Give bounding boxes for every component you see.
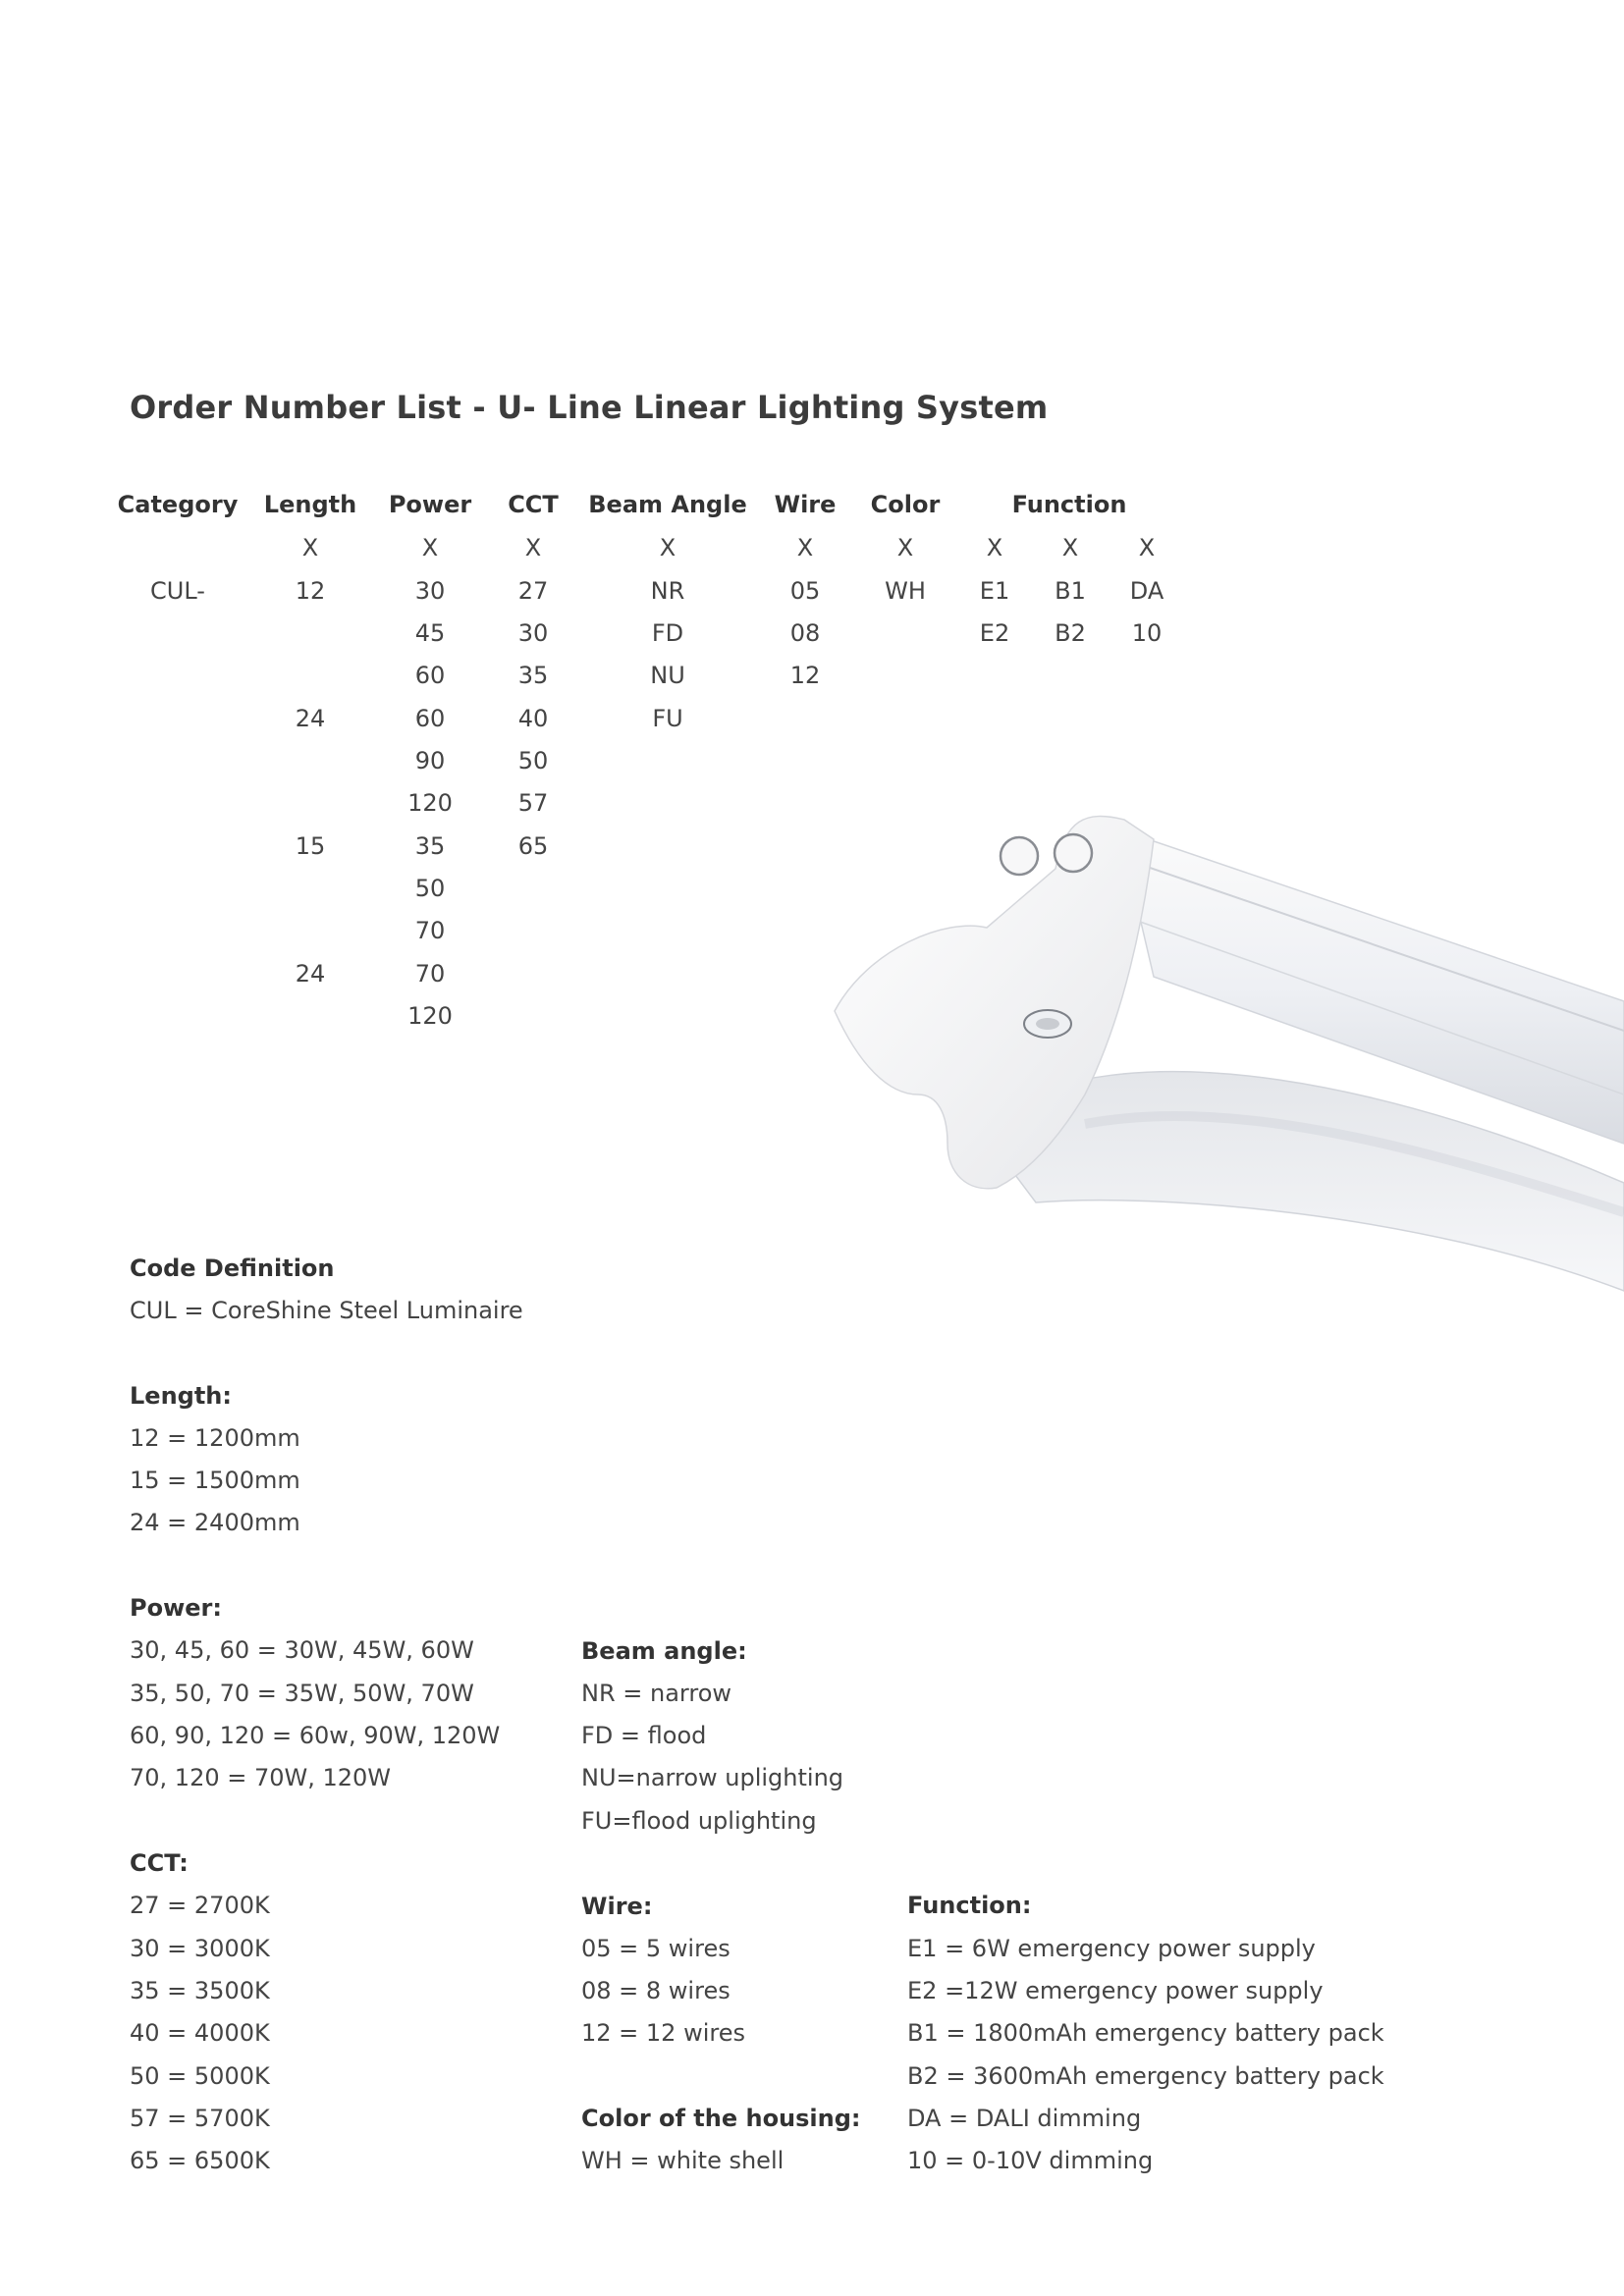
cell-category: CUL-: [150, 577, 205, 605]
cell-wire: 08: [789, 619, 821, 647]
length-heading: Length:: [130, 1382, 232, 1410]
cell-function: 10: [1131, 619, 1163, 647]
beam-angle-line: FD = flood: [581, 1722, 707, 1749]
header-power: Power: [388, 491, 472, 518]
cell-power: 70: [414, 960, 446, 988]
color-housing-heading: Color of the housing:: [581, 2105, 861, 2132]
cell-cct: 30: [517, 619, 549, 647]
power-line: 30, 45, 60 = 30W, 45W, 60W: [130, 1636, 474, 1664]
cell-power: 50: [414, 875, 446, 902]
cell-function: B1: [1055, 577, 1086, 605]
cell-color: WH: [885, 577, 926, 605]
beam-angle-line: NR = narrow: [581, 1680, 732, 1707]
cell-cct: 40: [517, 705, 549, 732]
header-beam-angle: Beam Angle: [588, 491, 747, 518]
x-marker-color: X: [896, 534, 914, 561]
header-length: Length: [263, 491, 357, 518]
x-marker-function-1: X: [986, 534, 1003, 561]
cell-cct: 65: [517, 832, 549, 860]
power-line: 35, 50, 70 = 35W, 50W, 70W: [130, 1680, 474, 1707]
x-marker-cct: X: [524, 534, 542, 561]
cell-beam-angle: NU: [650, 662, 685, 689]
cell-beam-angle: FU: [652, 705, 683, 732]
function-heading: Function:: [907, 1892, 1032, 1919]
length-line: 24 = 2400mm: [130, 1509, 300, 1536]
luminaire-product-image: [830, 800, 1624, 1301]
cell-function: B2: [1055, 619, 1086, 647]
cell-length: 24: [295, 705, 326, 732]
power-line: 70, 120 = 70W, 120W: [130, 1764, 392, 1791]
cell-power: 35: [414, 832, 446, 860]
x-marker-function-3: X: [1138, 534, 1156, 561]
header-cct: CCT: [508, 491, 559, 518]
function-line: B2 = 3600mAh emergency battery pack: [907, 2062, 1384, 2090]
function-line: B1 = 1800mAh emergency battery pack: [907, 2019, 1384, 2047]
cell-wire: 05: [789, 577, 821, 605]
beam-angle-line: FU=flood uplighting: [581, 1807, 817, 1835]
beam-angle-heading: Beam angle:: [581, 1637, 747, 1665]
function-line: E1 = 6W emergency power supply: [907, 1935, 1316, 1962]
x-marker-function-2: X: [1061, 534, 1079, 561]
power-heading: Power:: [130, 1594, 222, 1622]
cct-line: 57 = 5700K: [130, 2105, 270, 2132]
cell-length: 15: [295, 832, 326, 860]
cell-length: 12: [295, 577, 326, 605]
page-title: Order Number List - U- Line Linear Lighting System: [130, 389, 1049, 426]
function-line: E2 =12W emergency power supply: [907, 1977, 1324, 2004]
cct-heading: CCT:: [130, 1849, 189, 1877]
x-marker-wire: X: [796, 534, 814, 561]
cct-line: 65 = 6500K: [130, 2147, 270, 2174]
x-marker-length: X: [301, 534, 319, 561]
cct-line: 27 = 2700K: [130, 1892, 270, 1919]
cell-cct: 35: [517, 662, 549, 689]
cell-function: E2: [979, 619, 1010, 647]
cell-power: 70: [414, 917, 446, 944]
wire-line: 08 = 8 wires: [581, 1977, 731, 2004]
cell-beam-angle: FD: [651, 619, 684, 647]
cell-cct: 27: [517, 577, 549, 605]
cell-cct: 50: [517, 747, 549, 774]
cell-power: 60: [414, 705, 446, 732]
cell-beam-angle: NR: [650, 577, 685, 605]
function-line: 10 = 0-10V dimming: [907, 2147, 1154, 2174]
header-category: Category: [117, 491, 239, 518]
cell-power: 120: [407, 1002, 453, 1030]
cct-line: 40 = 4000K: [130, 2019, 270, 2047]
wire-line: 05 = 5 wires: [581, 1935, 731, 1962]
power-line: 60, 90, 120 = 60w, 90W, 120W: [130, 1722, 501, 1749]
cell-length: 24: [295, 960, 326, 988]
cell-power: 30: [414, 577, 446, 605]
cell-power: 90: [414, 747, 446, 774]
x-marker-power: X: [421, 534, 439, 561]
wire-line: 12 = 12 wires: [581, 2019, 745, 2047]
cell-power: 45: [414, 619, 446, 647]
function-line: DA = DALI dimming: [907, 2105, 1142, 2132]
length-line: 12 = 1200mm: [130, 1424, 300, 1452]
color-housing-line: WH = white shell: [581, 2147, 785, 2174]
cell-function: E1: [979, 577, 1010, 605]
cct-line: 30 = 3000K: [130, 1935, 270, 1962]
header-color: Color: [870, 491, 941, 518]
cell-power: 120: [407, 789, 453, 817]
cell-wire: 12: [789, 662, 821, 689]
length-line: 15 = 1500mm: [130, 1467, 300, 1494]
wire-heading: Wire:: [581, 1893, 653, 1920]
header-function: Function: [1011, 491, 1127, 518]
code-definition-heading: Code Definition: [130, 1255, 335, 1282]
beam-angle-line: NU=narrow uplighting: [581, 1764, 844, 1791]
header-wire: Wire: [774, 491, 837, 518]
cct-line: 35 = 3500K: [130, 1977, 270, 2004]
x-marker-beam: X: [659, 534, 677, 561]
cell-function: DA: [1129, 577, 1164, 605]
cell-power: 60: [414, 662, 446, 689]
cct-line: 50 = 5000K: [130, 2062, 270, 2090]
cell-cct: 57: [517, 789, 549, 817]
code-definition-line: CUL = CoreShine Steel Luminaire: [130, 1297, 523, 1324]
